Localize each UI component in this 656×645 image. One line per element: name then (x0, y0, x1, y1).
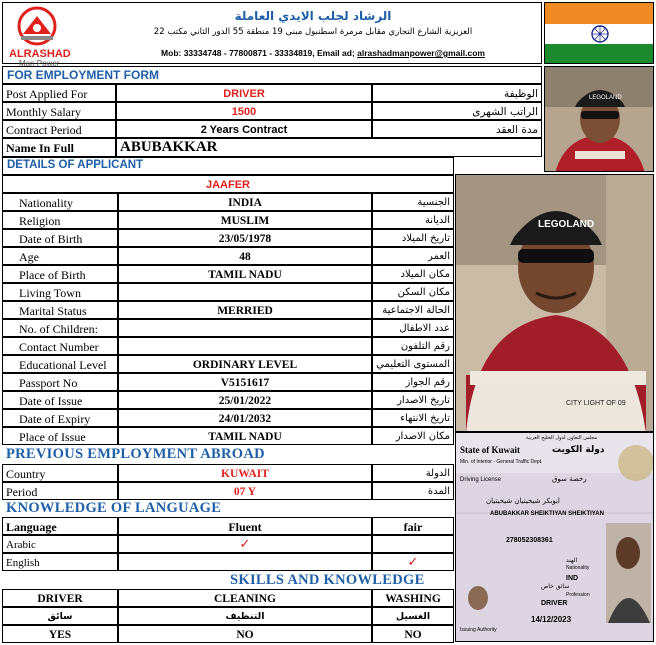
license-expiry: 14/12/2023 (531, 615, 572, 624)
applicant-row-label: Religion (2, 211, 118, 229)
logo-subtitle: Man Power (19, 59, 60, 68)
section-title-applicant: DETAILS OF APPLICANT (2, 157, 454, 175)
company-logo (7, 6, 71, 68)
applicant-row-value: 48 (118, 247, 372, 265)
license-profession: DRIVER (541, 600, 568, 607)
applicant-row-arabic: مكان الاصدار (372, 427, 454, 445)
applicant-row-value: TAMIL NADU (118, 427, 372, 445)
applicant-row-value (118, 283, 372, 301)
applicant-row-label: Date of Birth (2, 229, 118, 247)
applicant-row-value (118, 319, 372, 337)
language-fluent-check: ✓ (118, 535, 372, 553)
license-council: مجلس التعاون لدول الخليج العربية (526, 435, 598, 441)
previous-row-arabic: المدة (372, 482, 454, 500)
license-issuing-label: Issuing Authority (460, 627, 497, 633)
name-label: Name In Full (2, 138, 116, 157)
applicant-row-value: MUSLIM (118, 211, 372, 229)
driving-license-image (455, 432, 654, 642)
skill-value: NO (372, 625, 454, 643)
logo-name: ALRASHAD (9, 48, 71, 60)
applicant-row-value (118, 337, 372, 355)
section-title-language: KNOWLEDGE OF LANGUAGE (6, 500, 222, 516)
applicant-row-label: No. of Children: (2, 319, 118, 337)
license-nationality-label: Nationality (566, 565, 590, 571)
employment-row-value: 2 Years Contract (116, 120, 372, 138)
employment-row-label: Monthly Salary (2, 102, 116, 120)
applicant-row-value: 25/01/2022 (118, 391, 372, 409)
language-fair-check (372, 535, 454, 553)
contact-numbers: Mob: 33334748 - 77800871 - 33334819, Email ad; (161, 48, 358, 58)
applicant-row-label: Contact Number (2, 337, 118, 355)
skill-header-arabic: الغسيل (372, 607, 454, 625)
svg-text:LEGOLAND: LEGOLAND (538, 219, 595, 230)
applicant-row-label: Place of Birth (2, 265, 118, 283)
language-fair-check: ✓ (372, 553, 454, 571)
applicant-row-label: Living Town (2, 283, 118, 301)
company-name-arabic: الرشاد لجلب الايدي العاملة (234, 9, 392, 23)
license-ministry: Min. of Interior - General Traffic Dept. (460, 459, 543, 465)
applicant-row-arabic: الحالة الاجتماعية (372, 301, 454, 319)
applicant-row-arabic: مكان السكن (372, 283, 454, 301)
applicant-row-arabic: رقم التلفون (372, 337, 454, 355)
applicant-row-label: Nationality (2, 193, 118, 211)
language-header: Language (2, 517, 118, 535)
license-holder-en: ABUBAKKAR SHEIKTIYAN SHEIKTIYAN (490, 511, 604, 517)
applicant-row-value: 24/01/2032 (118, 409, 372, 427)
applicant-row-value: MERRIED (118, 301, 372, 319)
applicant-row-arabic: رقم الجواز (372, 373, 454, 391)
previous-row-label: Period (2, 482, 118, 500)
previous-row-arabic: الدولة (372, 464, 454, 482)
license-state-en: State of Kuwait (460, 445, 520, 455)
applicant-photo-small (544, 66, 654, 172)
applicant-row-label: Date of Issue (2, 391, 118, 409)
employment-row-arabic: مدة العقد (372, 120, 542, 138)
applicant-row-arabic: الديانة (372, 211, 454, 229)
employment-row-label: Post Applied For (2, 84, 116, 102)
language-header: Fluent (118, 517, 372, 535)
skill-header: DRIVER (2, 589, 118, 607)
skill-header: WASHING (372, 589, 454, 607)
applicant-row-value: INDIA (118, 193, 372, 211)
previous-row-value: KUWAIT (118, 464, 372, 482)
applicant-row-arabic: تاريخ الانتهاء (372, 409, 454, 427)
skill-header: CLEANING (118, 589, 372, 607)
applicant-row-value: TAMIL NADU (118, 265, 372, 283)
applicant-row-label: Age (2, 247, 118, 265)
language-row-label: English (2, 553, 118, 571)
previous-row-value: 07 Y (118, 482, 372, 500)
section-title-employment: FOR EMPLOYMENT FORM (2, 66, 542, 84)
email-link[interactable]: alrashadmanpower@gmail.com (357, 48, 485, 58)
applicant-row-value: 23/05/1978 (118, 229, 372, 247)
company-address: العزيزية الشارع التجاري مقابل مرمرة اسطنبول مبنى 19 منطقة 55 الدور الثاني مكتب 22 (153, 27, 473, 37)
license-title-en: Driving License (460, 477, 502, 483)
employment-row-label: Contract Period (2, 120, 116, 138)
applicant-row-arabic: تاريخ الميلاد (372, 229, 454, 247)
license-nationality-ar: الهند (566, 557, 578, 564)
license-profession-ar: سائق خاص (541, 583, 570, 590)
applicant-row-label: Educational Level (2, 355, 118, 373)
license-state-ar: دولة الكويت (552, 445, 605, 455)
name-value: ABUBAKKAR (116, 138, 542, 157)
section-title-skills: SKILLS AND KNOWLEDGE (230, 572, 425, 588)
applicant-row-label: Date of Expiry (2, 409, 118, 427)
employment-row-arabic: الراتب الشهرى (372, 102, 542, 120)
svg-text:LEGOLAND: LEGOLAND (589, 95, 622, 101)
company-contact (103, 48, 543, 58)
letterhead (2, 2, 542, 68)
skill-value: YES (2, 625, 118, 643)
language-row-label: Arabic (2, 535, 118, 553)
applicant-row-arabic: العمر (372, 247, 454, 265)
applicant-row-label: Marital Status (2, 301, 118, 319)
skill-header-arabic: سائق (2, 607, 118, 625)
applicant-row-arabic: عدد الاطفال (372, 319, 454, 337)
employment-row-value: DRIVER (116, 84, 372, 102)
applicant-row-value: ORDINARY LEVEL (118, 355, 372, 373)
employment-row-arabic: الوظيفة (372, 84, 542, 102)
applicant-row-value: V5151617 (118, 373, 372, 391)
applicant-row-label: Passport No (2, 373, 118, 391)
previous-row-label: Country (2, 464, 118, 482)
license-title-ar: رخصة سوق (552, 475, 587, 483)
applicant-row-arabic: الجنسية (372, 193, 454, 211)
india-flag (544, 2, 654, 64)
applicant-photo-large (455, 174, 654, 432)
skill-value: NO (118, 625, 372, 643)
license-holder-ar: ابوبكر شيخيتيان شيخيتيان (486, 497, 560, 505)
language-fluent-check (118, 553, 372, 571)
applicant-subname: JAAFER (2, 175, 454, 193)
svg-text:CITY LIGHT OF 09: CITY LIGHT OF 09 (566, 400, 626, 407)
applicant-row-arabic: تاريخ الاصدار (372, 391, 454, 409)
applicant-row-arabic: مكان الميلاد (372, 265, 454, 283)
applicant-row-label: Place of Issue (2, 427, 118, 445)
license-civil-number: 278052308361 (506, 537, 553, 544)
skill-header-arabic: التنظيف (118, 607, 372, 625)
license-nationality-code: IND (566, 575, 579, 582)
license-profession-label: Profession (566, 592, 590, 598)
ashoka-chakra-icon (591, 25, 609, 43)
applicant-row-arabic: المستوى التعليمي (372, 355, 454, 373)
section-title-previous: PREVIOUS EMPLOYMENT ABROAD (6, 446, 265, 462)
employment-row-value: 1500 (116, 102, 372, 120)
language-header: fair (372, 517, 454, 535)
